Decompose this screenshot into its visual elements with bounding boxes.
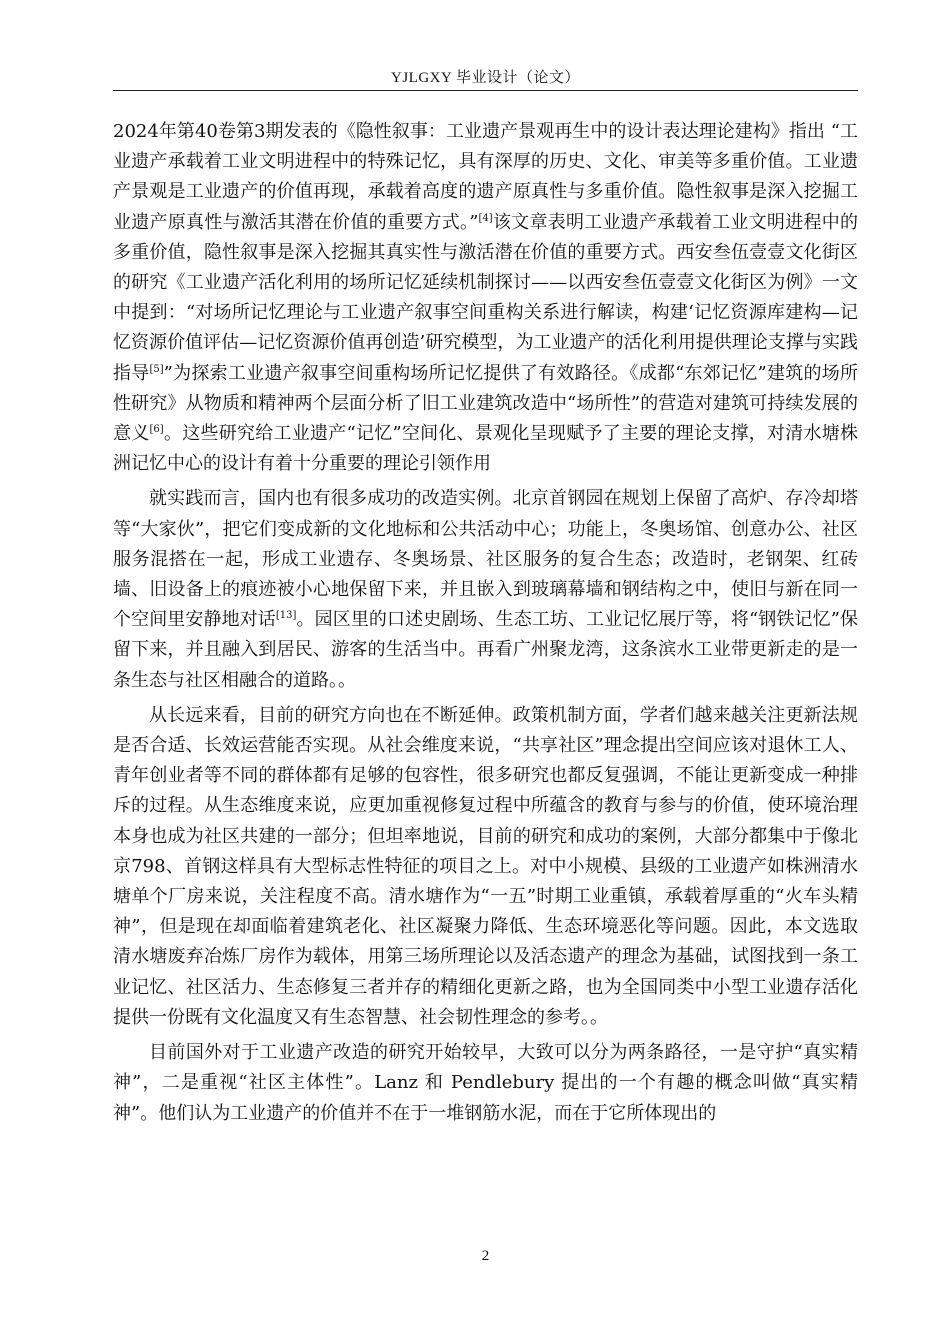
paragraph-text: 。这些研究给工业遗产“记忆”空间化、景观化呈现赋予了主要的理论支撑，对清水塘株洲记忆中心的设计有着十分重要的理论引领作用 <box>113 423 859 475</box>
page-header-title: YJLGXY 毕业设计（论文） <box>390 70 581 86</box>
citation-ref[interactable]: [5] <box>149 363 164 375</box>
paragraph-3: 从长远来看，目前的研究方向也在不断延伸。政策机制方面，学者们越来越关注更新法规是否合适、长效运营能否实现。从社会维度来说，“共享社区”理念提出空间应该对退休工人、青年创业者等不同的群体都有足够的包容性，很多研究也都反复强调，不能让更新变成一种排斥的过程。从生态维度来说，应更加重视修复过程中所蕴含的教育与参与的价值，使环境治理本身也成为社区共建的一部分；但坦率地说，目前的研究和成功的案例，大部分都集中于像北京798、首钢这样具有大型标志性特征的项目之上。对中小规模、县级的工业遗产如株洲清水塘单个厂房来说，关注程度不高。清水塘作为“一五”时期工业重镇，承载着厚重的“火车头精神”，但是现在却面临着建筑老化、社区凝聚力降低、生态环境恶化等问题。因此，本文选取清水塘废弃冶炼厂房作为载体，用第三场所理论以及活态遗产的理念为基础，试图找到一条工业记忆、社区活力、生态修复三者并存的精细化更新之路，也为全国同类中小型工业遗存活化提供一份既有文化温度又有生态智慧、社会韧性理念的参考。。 <box>113 704 858 1028</box>
paragraph-text: ”为探索工业遗产叙事空间重构场所记忆提供了有效路径。《成都“东郊记忆”建筑的场所性研究》从物质和精神两个层面分析了旧工业建筑改造中“场所性”的营造对建筑可持续发展的意义 <box>113 362 858 445</box>
paragraph-4: 目前国外对于工业遗产改造的研究开始较早，大致可以分为两条路径，一是守护“真实精神”，二是重视“社区主体性”。Lanz 和 Pendlebury 提出的一个有趣的概念叫做“真实精神”。他们认为工业遗产的价值并不在于一堆钢筋水泥，而在于它所体现出的 <box>113 1042 858 1124</box>
paragraph-1 <box>113 117 858 479</box>
paragraph-text: 。园区里的口述史剧场、生态工坊、工业记忆展厅等，将“钢铁记忆”保留下来，并且融入到居民、游客的生活当中。再看广州聚龙湾，这条滨水工业带更新走的是一条生态与社区相融合的道路。。 <box>113 609 859 691</box>
paragraph-text: 就实践而言，国内也有很多成功的改造实例。北京首钢园在规划上保留了高炉、存冷却塔等“大家伙”，把它们变成新的文化地标和公共活动中心；功能上，冬奥场馆、创意办公、社区服务混搭在一起，形成工业遗存、冬奥场景、社区服务的复合生态；改造时，老钢架、红砖墙、旧设备上的痕迹被小心地保留下来，并且嵌入到玻璃幕墙和钢结构之中，使旧与新在同一个空间里安静地对话 <box>113 488 858 631</box>
citation-ref[interactable]: [4] <box>478 212 493 224</box>
citation-ref[interactable]: [6] <box>149 424 164 436</box>
page-number: 2 <box>481 1248 490 1264</box>
citation-ref[interactable]: [13] <box>275 610 297 622</box>
paragraph-text: 该文章表明工业遗产承载着工业文明进程中的多重价值，隐性叙事是深入挖掘其真实性与激活潜在价值的重要方式。西安叁伍壹壹文化街区的研究《工业遗产活化利用的场所记忆延续机制探讨——以西安叁伍壹壹文化街区为例》一文中提到：“对场所记忆理论与工业遗产叙事空间重构关系进行解读，构建‘记忆资源库建构—记忆资源价值评估—记忆资源价值再创造’研究模型，为工业遗产的活化利用提供理论支撑与实践指导 <box>113 211 858 384</box>
paragraph-text: 2024年第40卷第3期发表的《隐性叙事：工业遗产景观再生中的设计表达理论建构》指出 “工业遗产承载着工业文明进程中的特殊记忆，具有深厚的历史、文化、审美等多重价值。工业遗产景观是工业遗产的价值再现，承载着高度的遗产原真性与多重价值。隐性叙事是深入挖掘工业遗产原真性与激活其潜在价值的重要方式。” <box>113 121 858 233</box>
header-divider <box>113 90 858 91</box>
paragraph-2 <box>113 484 858 695</box>
body-text <box>113 117 858 1129</box>
